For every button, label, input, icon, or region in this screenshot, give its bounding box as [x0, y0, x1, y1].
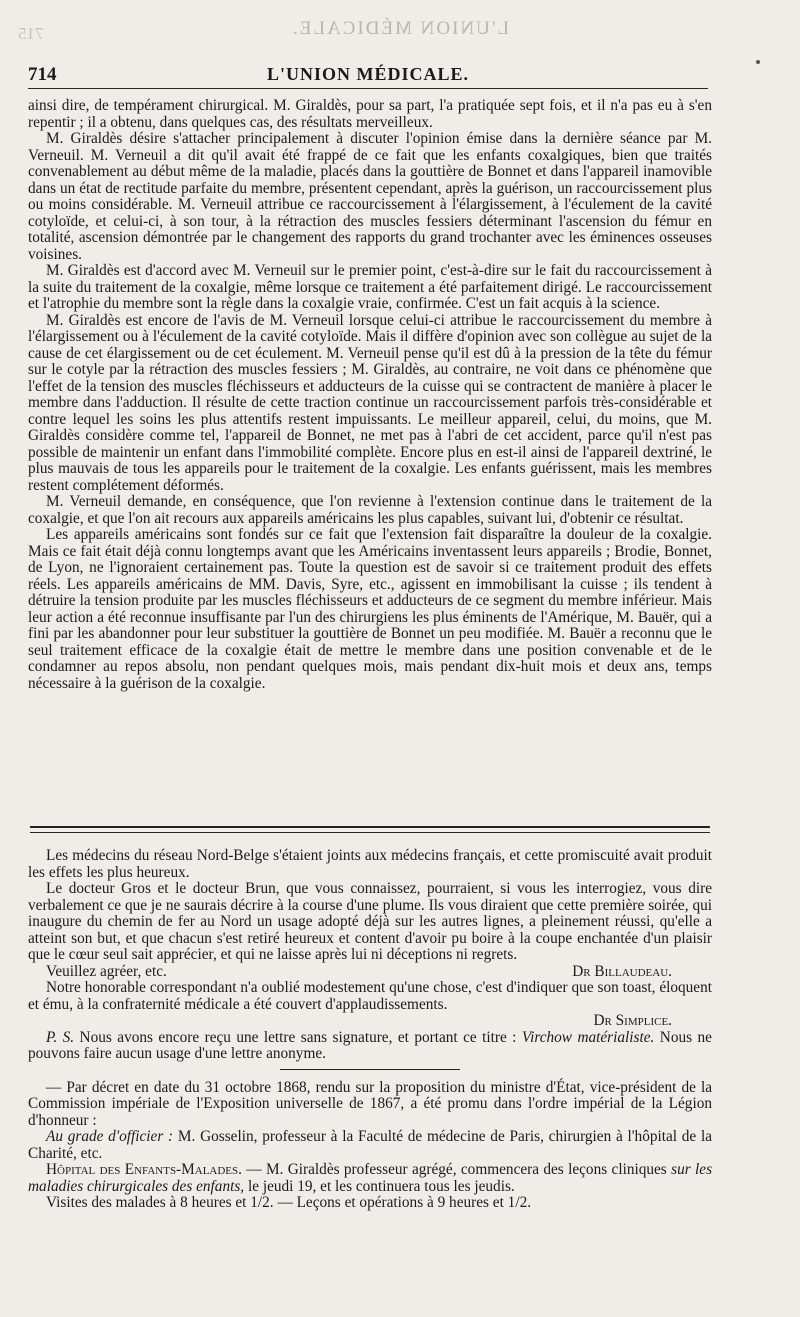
- show-through-title: L'UNION MÉDICALE.: [291, 18, 509, 39]
- postscript: [28, 1030, 712, 1063]
- hospital-notice: [28, 1162, 712, 1195]
- paragraph: ainsi dire, de tempérament chirurgical. M. Giraldès, pour sa part, l'a pratiquée sept fois, et il n'a pas eu à s'en repentir ; il a obtenu, dans quelques cas, des résultats merveilleux.: [28, 97, 712, 131]
- running-title: L'UNION MÉDICALE.: [266, 64, 470, 84]
- page-header: [28, 60, 708, 89]
- paragraph: M. Giraldès est encore de l'avis de M. Verneuil lorsque celui-ci attribue le raccourcissement du membre à l'élargissement ou à l'éculement de la cavité cotyloïde. Mais il diffère d'opinion avec son collègue au sujet de la cause de cet élargissement ou de cet éculement. M. Verneuil pense qu'il est dû à la pression de la tête du fémur sur le cotyle par la rétraction des muscles fessiers ; M. Giraldès, au contraire, ne voit dans ce phénomène que l'effet de la tension des muscles fléchisseurs et adducteurs de la cuisse qui se contractent de manière à placer le membre dans l'adduction. Il résulte de cette traction continue un raccourcissement parfois très-considérable et contre lequel les soins les plus attentifs restent impuissants. Le meilleur appareil, celui, du moins, que M. Giraldès considère comme tel, l'appareil de Bonnet, ne met pas à l'abri de cet accident, parce qu'il n'est pas possible de maintenir un enfant dans l'immobilité complète. Encore plus en est-il ainsi de l'appareil dextriné, le plus mauvais de tous les appareils pour le traitement de la coxalgie. Les enfants guérissent, mais les membres restent complétement déformés.: [28, 311, 712, 494]
- signature: [572, 964, 712, 981]
- paragraph: Le docteur Gros et le docteur Brun, que vous connaissez, pourraient, si vous les interrogiez, vous dire verbalement ce que je ne saurais décrire à la course d'une plume. Ils vous diraient que cette première soirée, qui inaugure du chemin de fer au Nord un usage adopté déjà sur les autres lignes, a pleinement réussi, qu'elle a atteint son but, et que chacun s'est retiré heureux et content d'avoir pu boire à la coupe enchantée d'un plaisir que le cœur seul sait apprécier, et qui ne laisse après lui ni déceptions ni regrets.: [28, 880, 712, 963]
- postscript-label: P. S.: [46, 1028, 75, 1046]
- paragraph: Les médecins du réseau Nord-Belge s'étaient joints aux médecins français, et cette promiscuité avait produit les effets les plus heureux.: [28, 847, 712, 881]
- signature: [28, 1013, 712, 1030]
- paragraph: M. Verneuil demande, en conséquence, que l'on revienne à l'extension continue dans le traitement de la coxalgie, et que l'on ait recours aux appareils américains les plus capables, suivant lui, d'obtenir ce résultat.: [28, 493, 712, 527]
- paragraph: M. Giraldès est d'accord avec M. Verneuil sur le premier point, c'est-à-dire sur le fait du raccourcissement à la suite du traitement de la coxalgie, même lorsque ce traitement a été parfaitement dirigé. Le raccourcissement et l'atrophie du membre sont la règle dans la coxalgie vraie, confirmée. C'est un fait acquis à la science.: [28, 262, 712, 312]
- show-through-page-number: 715: [18, 24, 44, 43]
- section-divider: [30, 826, 710, 833]
- hospital-text-end: le jeudi 19, et les continuera tous les jeudis.: [247, 1177, 515, 1195]
- postscript-text: Nous avons encore reçu une lettre sans signature, et portant ce titre :: [79, 1028, 517, 1046]
- closing-formula: Veuillez agréer, etc.: [46, 962, 167, 980]
- signature-prefix: Dr: [593, 1012, 612, 1029]
- paragraph: Visites des malades à 8 heures et 1/2. — Leçons et opérations à 9 heures et 1/2.: [46, 1194, 532, 1211]
- postscript-letter-title: Virchow matérialiste.: [521, 1028, 655, 1046]
- hospital-text: — M. Giraldès professeur agrégé, commencera des leçons cliniques: [246, 1161, 667, 1178]
- postscript-end: Nous ne pouvons faire aucun usage d'une lettre anonyme.: [28, 1028, 712, 1062]
- course-title: sur les maladies chirurgicales des enfants,: [28, 1161, 713, 1195]
- closing-row: [28, 964, 712, 981]
- paragraph: Notre honorable correspondant n'a oublié modestement qu'une chose, c'est d'indiquer que son toast, éloquent et ému, à la confraternité médicale a été couvert d'applaudissements.: [28, 979, 712, 1013]
- ink-speck: [756, 60, 760, 64]
- correspondence-text: [28, 848, 712, 1212]
- signature-name: Simplice.: [615, 1012, 672, 1029]
- short-divider: [280, 1069, 460, 1070]
- award-text: M. Gosselin, professeur à la Faculté de médecine de Paris, chirurgien à l'hôpital de la Charité, etc.: [28, 1128, 713, 1162]
- hospital-label: Hôpital des Enfants-Malades.: [46, 1161, 242, 1178]
- award-line: [28, 1129, 712, 1162]
- paragraph: M. Giraldès désire s'attacher principalement à discuter l'opinion émise dans la dernière séance par M. Verneuil. M. Verneuil a dit qu'il avait été frappé de ce fait que les enfants coxalgiques, bien que traités convenablement au début même de la maladie, placés dans la gouttière de Bonnet et dans l'appareil inamovible dans un état de rectitude parfaite du membre, présentent cependant, après la guérison, un raccourcissement plus ou moins considérable. M. Verneuil attribue ce raccourcissement à l'élargissement, à l'éculement de la cavité cotyloïde, et celui-ci, à son tour, à la rétraction des muscles fessiers déterminant l'ascension du fémur en totalité, ascension démontrée par le changement des rapports du grand trochanter avec les éminences osseuses voisines.: [28, 130, 712, 263]
- signature-name: Billaudeau.: [594, 962, 672, 980]
- paragraph: Les appareils américains sont fondés sur ce fait que l'extension fait disparaître la douleur de la coxalgie. Mais ce fait était déjà connu longtemps avant que les Américains inventassent leurs appareils ; Brodie, Bonnet, de Lyon, ne l'ignoraient certainement pas. Toute la question est de savoir si ce traitement produit des effets réels. Les appareils américains de MM. Davis, Syre, etc., agissent en immobilisant la cuisse ; ils tendent à détruire la tension produite par les muscles fléchisseurs et adducteurs de ce segment du membre inférieur. Mais leur action a été reconnue insuffisante par l'un des chirurgiens les plus éminents de l'Amérique, M. Bauër, qui a fini par les abandonner pour leur substituer la gouttière de Bonnet un peu modifiée. M. Bauër a reconnu que le seul traitement efficace de la coxalgie était de mettre le membre dans une position convenable et de le condamner au repos absolu, non pendant quelques mois, mais pendant dix-huit mois et deux ans, temps nécessaire à la guérison de la coxalgie.: [28, 526, 712, 692]
- signature-prefix: Dr: [572, 962, 591, 980]
- page-number: 714: [28, 64, 57, 85]
- paragraph: — Par décret en date du 31 octobre 1868, rendu sur la proposition du ministre d'État, vice-président de la Commission impériale de l'Exposition universelle de 1867, a été promu dans l'ordre impérial de la Légion d'honneur :: [28, 1078, 712, 1129]
- discussion-text: [28, 98, 712, 692]
- award-label: Au grade d'officier :: [46, 1128, 174, 1145]
